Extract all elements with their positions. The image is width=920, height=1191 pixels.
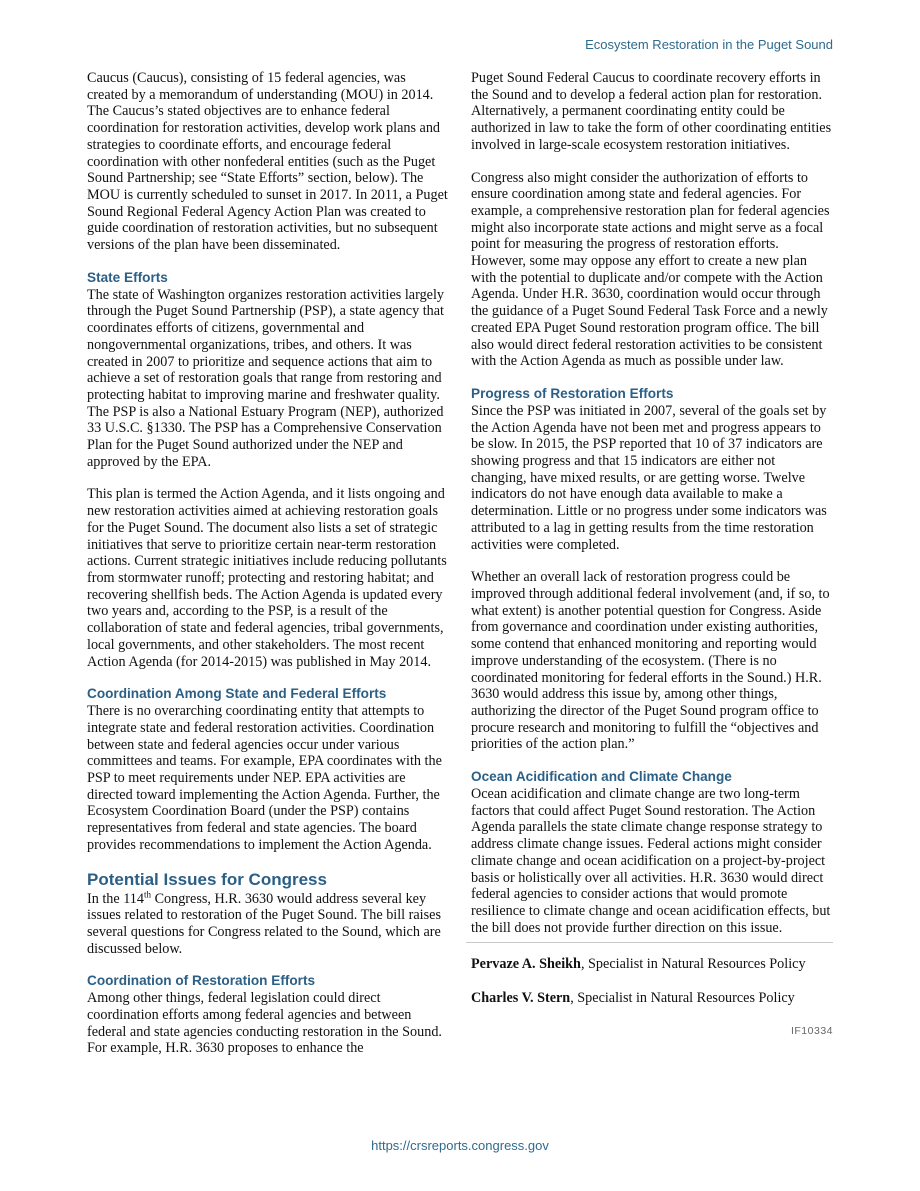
document-id: IF10334 [790,1025,833,1038]
issues-text-before: In the 114 [87,890,144,907]
potential-issues-paragraph [87,888,449,958]
author-line-2 [471,989,833,1007]
coordination-restoration-paragraph: Among other things, federal legislation could direct coordination efforts among federal agencies and between federal and state agencies conducting restoration in the Sound. For example, H.R. 3630 proposes to enhance the [87,990,442,1057]
caucus-continuation-paragraph: Puget Sound Federal Caucus to coordinate recovery efforts in the Sound and to develop a federal action plan for restoration. Alternatively, a permanent coordinating entity could be authorized in law to take the form of other coordinating entities involved in large-scale ecosystem restoration initiatives. [471,70,832,153]
author-divider [466,942,833,943]
caucus-paragraph: Caucus (Caucus), consisting of 15 federal agencies, was created by a memorandum of understanding (MOU) in 2014. The Caucus’s stated objectives are to enhance federal coordination for restoration activities, develop work plans and strategies to coordinate efforts, and encourage federal coordination with other nonfederal entities (such as the Puget Sound Partnership; see “State Efforts” section, below). The MOU is currently scheduled to sunset in 2017. In 2011, a Puget Sound Regional Federal Agency Action Plan was created to guide coordination of restoration activities, but no subsequent versions of the plan have been disseminated. [87,70,448,254]
progress-paragraph-1: Since the PSP was initiated in 2007, several of the goals set by the Action Agenda have not been met and progress appears to be slow. In 2015, the PSP reported that 10 of 37 indicators are showing progress and that 15 indicators are either not changing, have mixed results, or are getting worse. Twelve indicators do not have enough data available to make a determination. Little or no progress under some indicators was attributed to a lag in getting results from the time restoration activities were completed. [471,402,827,553]
coordination-state-federal-heading: Coordination Among State and Federal Efforts [87,686,387,702]
right-column [471,70,833,1040]
state-efforts-paragraph-2: This plan is termed the Action Agenda, and it lists ongoing and new restoration activities aimed at achieving restoration goals for the Puget Sound. The document also lists a set of strategic initiatives that serve to prioritize certain near-term restoration actions. Current strategic initiatives include reducing pollutants from stormwater runoff; protecting and restoring habitat; and recovering shellfish beds. The Action Agenda is updated every two years and, according to the PSP, is a result of the collaboration of state and federal agencies, tribal governments, local governments, and other stakeholders. The most recent Action Agenda (for 2014-2015) was published in May 2014. [87,486,447,670]
author-line-1 [471,955,833,973]
author-name-1: Pervaze A. Sheikh [471,956,581,973]
author-name-2: Charles V. Stern [471,990,571,1007]
footer-url-link[interactable]: https://crsreports.congress.gov [371,1138,549,1153]
potential-issues-heading: Potential Issues for Congress [87,869,327,889]
state-efforts-heading: State Efforts [87,269,168,285]
congress-authorization-paragraph: Congress also might consider the authorization of efforts to ensure coordination among state and federal agencies. For example, a comprehensive restoration plan for federal agencies might also incorporate state actions and might serve as a focal point for measuring the progress of restoration efforts. However, some may oppose any effort to create a new plan with the potential to duplicate and/or compete with the Action Agenda. Under H.R. 3630, coordination would occur through the guidance of a Puget Sound Federal Task Force and a newly created EPA Puget Sound restoration program office. The bill also would direct federal restoration activities to be consistent with the Action Agenda as much as possible under law. [471,169,830,370]
left-column [87,70,449,1057]
ocean-acidification-paragraph: Ocean acidification and climate change are two long-term factors that could affect Puget Sound restoration. The Action Agenda parallels the state climate change response strategy to address climate change issues. Federal actions might consider climate change and ocean acidification on a project-by-project basis or holistically over all activities. H.R. 3630 would direct federal agencies to consider actions that would promote resilience to climate change and ocean acidification effects, but the bill does not provide further direction on this issue. [471,786,831,936]
issues-text-after: Congress, H.R. 3630 would address several key issues related to restoration of the Puget Sound. The bill raises several questions for Congress related to the Sound, which are discussed below. [87,890,441,957]
running-header-title: Ecosystem Restoration in the Puget Sound [585,37,833,52]
author-title-1: , Specialist in Natural Resources Policy [580,956,806,973]
coordination-restoration-heading: Coordination of Restoration Efforts [87,973,316,989]
progress-heading: Progress of Restoration Efforts [471,385,674,401]
author-title-2: , Specialist in Natural Resources Policy [570,990,795,1007]
ocean-acidification-heading: Ocean Acidification and Climate Change [471,769,732,785]
state-efforts-paragraph-1: The state of Washington organizes restoration activities largely through the Puget Sound Partnership (PSP), a state agency that coordinates efforts of citizens, governmental and nongovernmental organizations, tribes, and others. It was created in 2007 to prioritize and sequence actions that aim to achieve a set of restoration goals that range from restoring and protecting habitat to improving marine and freshwater quality. The PSP is also a National Estuary Program (NEP), authorized 33 U.S.C. §1330. The PSP has a Comprehensive Conservation Plan for the Puget Sound authorized under the NEP and approved by the EPA. [87,286,445,470]
ordinal-superscript: th [144,888,152,899]
coordination-paragraph: There is no overarching coordinating entity that attempts to integrate state and federal restoration activities. Coordination between state and federal agencies occur under various committees and teams. For example, EPA coordinates with the PSP to meet requirements under NEP. EPA activities are directed toward implementing the Action Agenda. Further, the Ecosystem Coordination Board (under the PSP) contains representatives from federal and state agencies. The board provides recommendations to implement the Action Agenda. [87,703,442,853]
progress-paragraph-2: Whether an overall lack of restoration progress could be improved through additional federal involvement (and, if so, to what extent) is another potential question for Congress. Aside from governance and coordination under existing authorities, some contend that enhanced monitoring and reporting would improve understanding of the ecosystem. (There is no coordinated monitoring for federal efforts in the Sound.) H.R. 3630 would address this issue by, among other things, authorizing the director of the Puget Sound program office to procure research and monitoring to fulfill the “objectives and priorities of the action plan.” [471,569,830,753]
